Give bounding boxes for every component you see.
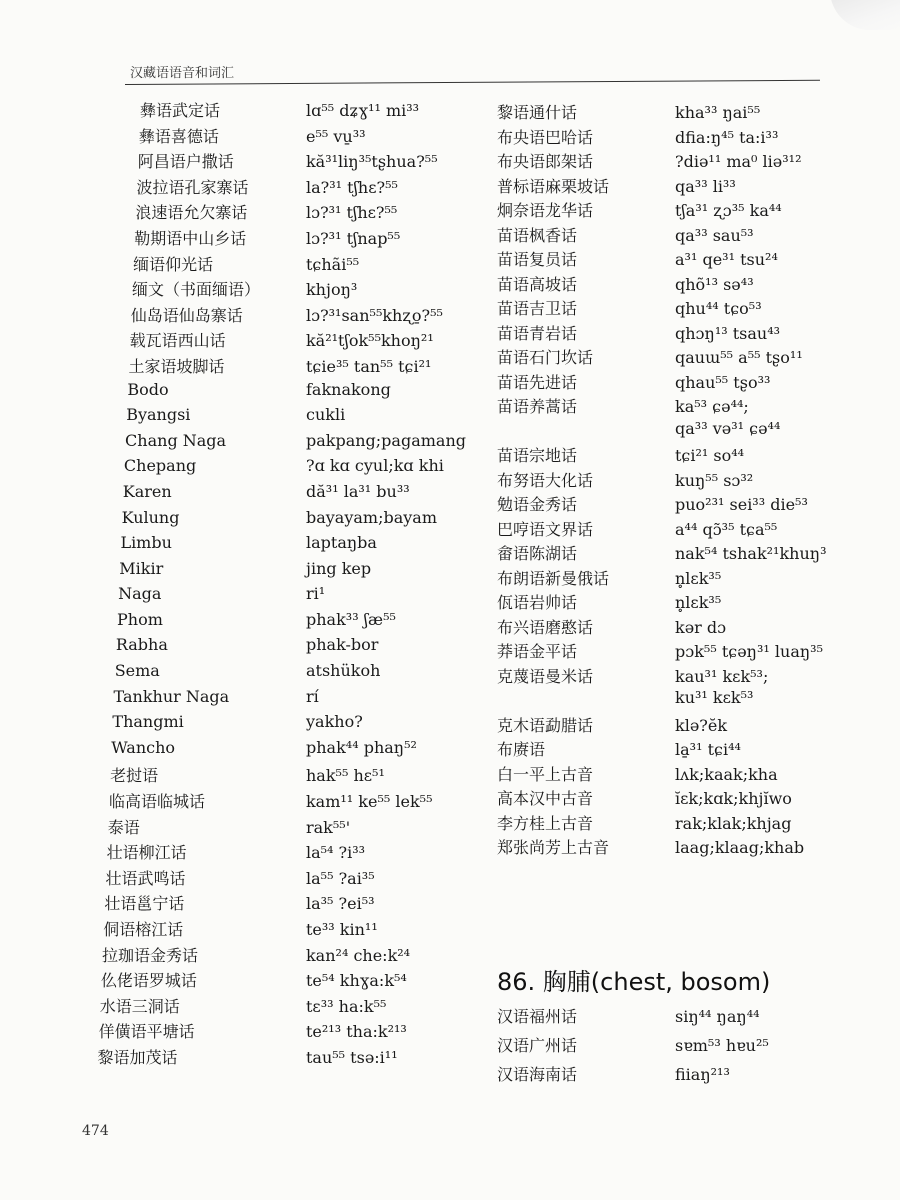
entry-row (497, 713, 826, 738)
entry-row (497, 835, 826, 860)
page-number: 474 (82, 1123, 109, 1139)
entry-row (497, 1033, 769, 1062)
page-corner-shadow (830, 0, 900, 30)
language-name: 临高语临城话 (108, 792, 205, 812)
entry-row (497, 100, 826, 125)
language-name: 载瓦语西山话 (129, 331, 226, 351)
entry-row (96, 661, 466, 687)
language-name: 郑张尚芳上古音 (497, 838, 610, 857)
word-form: puo²³¹ sei³³ die⁵³ (675, 495, 808, 514)
word-form: nak⁵⁴ tshak²¹khuŋ³ (675, 544, 827, 563)
word-form: qauɯ⁵⁵ a⁵⁵ tʂo¹¹ (675, 348, 803, 367)
language-name: 巴哼语文界话 (497, 519, 594, 539)
entry-row (497, 762, 826, 787)
language-name: 壮语武鸣话 (105, 868, 186, 888)
word-form: klə?ĕk (675, 715, 728, 735)
entry-row (497, 223, 826, 248)
language-name: Naga (118, 584, 162, 604)
entry-row (96, 252, 466, 278)
language-name: Limbu (120, 533, 172, 553)
word-form: rak;klak;khjag (675, 813, 792, 833)
language-name: 普标语麻栗坡话 (497, 176, 610, 196)
word-form: lɔ?³¹ tʃnap⁵⁵ (306, 228, 401, 248)
word-form: n̥lɛk³⁵ (675, 568, 722, 588)
word-form: qa³³ sau⁵³ (675, 225, 754, 245)
word-form: tɕie³⁵ tan⁵⁵ tɕi²¹ (306, 356, 432, 376)
language-name: 布央语郎架话 (497, 152, 594, 171)
entry-row (497, 1004, 769, 1033)
entry-row (96, 635, 466, 661)
language-name: 泰语 (107, 817, 140, 837)
word-form: a⁴⁴ qɔ̃³⁵ tɕa⁵⁵ (675, 519, 778, 539)
language-name: Karen (122, 481, 172, 501)
word-form: la̱³¹ tɕi⁴⁴ (675, 740, 741, 759)
language-name: 佤语岩帅话 (497, 593, 578, 612)
entry-row (96, 559, 466, 585)
language-name: 黎语通什话 (497, 103, 578, 122)
language-name: 壮语邕宁话 (104, 894, 185, 914)
language-name: 浪速语允欠寨话 (135, 203, 248, 223)
word-form: te³³ kin¹¹ (305, 920, 378, 939)
word-form: rí (305, 686, 319, 706)
entry-row (497, 541, 826, 566)
entry-row (96, 175, 466, 201)
word-form: phak³³ ʃæ⁵⁵ (306, 609, 396, 629)
entry-row (497, 517, 826, 542)
language-name: Byangsi (126, 405, 191, 425)
language-name: 克木语勐腊话 (497, 715, 594, 735)
word-form: kuŋ⁵⁵ sɔ³² (675, 470, 754, 490)
entry-row (96, 1019, 466, 1045)
entry-row (96, 124, 466, 150)
entry-row (497, 1062, 769, 1091)
language-name: Sema (114, 661, 160, 681)
language-name: Rabha (115, 635, 168, 655)
language-name: 汉语广州话 (497, 1036, 578, 1055)
word-form: tɛ³³ ha:k⁵⁵ (306, 996, 387, 1016)
word-form: bayayam;bayam (305, 507, 438, 527)
word-form: lɔ?³¹san⁵⁵khʐo̱?⁵⁵ (305, 305, 443, 325)
language-name: 仫佬语罗城话 (100, 971, 197, 991)
entry-row (497, 125, 826, 150)
language-name: 佯僙语平塘话 (98, 1022, 195, 1042)
language-name: 苗语宗地话 (497, 446, 578, 465)
entry-row (497, 688, 826, 713)
word-form: ka⁵³ ɕə⁴⁴; (675, 397, 749, 416)
language-name: 白一平上古音 (497, 764, 594, 784)
word-form: kam¹¹ ke⁵⁵ lek⁵⁵ (305, 792, 433, 812)
entry-row (96, 712, 466, 738)
entry-row (96, 610, 466, 636)
language-name: 勉语金秀话 (497, 495, 578, 514)
entry-row (96, 840, 466, 866)
entry-row (96, 405, 466, 431)
word-form: phak-bor (305, 635, 379, 655)
entry-row (497, 321, 826, 346)
running-header: 汉藏语语音和词汇 (130, 66, 235, 81)
language-name: 勒期语中山乡话 (134, 228, 247, 248)
entry-row (96, 917, 466, 943)
word-form: ?ɑ kɑ cyul;kɑ khi (305, 456, 444, 476)
word-form: fiiaŋ²¹³ (675, 1065, 730, 1084)
word-form: hak⁵⁵ hɛ⁵¹ (305, 766, 385, 786)
word-form: laptaŋba (305, 533, 377, 553)
language-name: 仙岛语仙岛寨话 (130, 305, 243, 325)
entry-row (96, 1045, 466, 1071)
entry-row (497, 737, 826, 762)
language-name: 苗语复员话 (497, 250, 578, 269)
right-column (497, 100, 826, 860)
language-name: 布赓语 (497, 740, 546, 759)
entry-row (96, 303, 466, 329)
word-form: ĭɛk;kɑk;khjĭwo (675, 789, 792, 808)
language-name: 黎语加茂话 (97, 1047, 178, 1067)
entry-row (497, 786, 826, 811)
word-form: qhõ¹³ sə⁴³ (675, 274, 754, 294)
entry-row (96, 891, 466, 917)
language-name: Thangmi (112, 712, 184, 732)
entry-row (96, 815, 466, 841)
word-form: siŋ⁴⁴ ŋaŋ⁴⁴ (675, 1007, 760, 1026)
entry-row (96, 508, 466, 534)
word-form: qhau⁵⁵ tʂo³³ (675, 372, 771, 392)
entry-row (497, 590, 826, 615)
word-form: phak⁴⁴ phaŋ⁵² (306, 737, 417, 757)
word-form: la⁵⁵ ?ai³⁵ (306, 868, 375, 888)
language-name: 李方桂上古音 (497, 813, 594, 833)
word-form: khjoŋ³ (305, 280, 358, 300)
word-form: ku³¹ kɛk⁵³ (675, 688, 754, 707)
word-form: lʌk;kaak;kha (675, 764, 778, 784)
language-name: 拉珈语金秀话 (102, 945, 199, 965)
language-name: 苗语吉卫话 (497, 299, 578, 318)
entry-row (497, 419, 826, 444)
word-form: lɑ⁵⁵ dʑɣ¹¹ mi³³ (306, 101, 420, 120)
word-form: laag;klaag;khab (675, 838, 805, 857)
language-name: 苗语先进话 (497, 372, 578, 392)
word-form: la?³¹ tʃhɛ?⁵⁵ (305, 177, 398, 197)
entry-row (497, 566, 826, 591)
language-name: 布兴语磨憨话 (497, 617, 594, 637)
word-form: kər dɔ (675, 617, 727, 637)
language-name: 汉语海南话 (497, 1065, 578, 1084)
entry-row (96, 277, 466, 303)
word-form: lɔ?³¹ tʃhɛ?⁵⁵ (305, 203, 398, 223)
entry-row (96, 763, 466, 789)
language-name: Bodo (127, 379, 169, 399)
word-form: e⁵⁵ vu̱³³ (305, 126, 366, 146)
entry-row (96, 687, 466, 713)
word-form: te²¹³ tha:k²¹³ (305, 1022, 407, 1042)
language-name: Kulung (121, 507, 180, 527)
word-form: faknakong (305, 379, 391, 399)
word-form: kă²¹tʃok⁵⁵khoŋ²¹ (305, 331, 434, 351)
word-form: la³⁵ ?ei⁵³ (305, 894, 375, 914)
language-name: 畲语陈湖话 (497, 544, 578, 563)
language-name: 苗语高坡话 (497, 274, 578, 294)
entry-row (96, 456, 466, 482)
word-form: ?diə¹¹ ma⁰ liə³¹² (675, 152, 802, 171)
entry-row (497, 272, 826, 297)
word-form: dă³¹ la³¹ bu³³ (306, 481, 410, 501)
word-form: cukli (305, 405, 346, 425)
word-form: rak⁵⁵' (305, 817, 351, 837)
entry-row (96, 149, 466, 175)
language-name: Mikir (119, 558, 164, 578)
language-name: 阿昌语户撒话 (137, 152, 234, 172)
language-name: 水语三洞话 (99, 996, 180, 1016)
word-form: qa³³ və³¹ ɕə⁴⁴ (675, 418, 781, 438)
word-form: tɕi²¹ so⁴⁴ (675, 446, 745, 465)
language-name: 布央语巴哈话 (497, 127, 594, 147)
word-form: pakpang;pagamang (305, 430, 466, 450)
word-form: n̥lɛk³⁵ (675, 593, 722, 612)
word-form: atshükoh (305, 661, 381, 681)
word-form: te⁵⁴ khɣa:k⁵⁴ (305, 971, 407, 991)
entry-row (96, 789, 466, 815)
word-form: jing kep (305, 558, 372, 578)
entry-row (96, 380, 466, 406)
word-form: tau⁵⁵ tsə:i¹¹ (305, 1047, 398, 1067)
entry-row (497, 149, 826, 174)
entry-row (497, 394, 826, 419)
word-form: a³¹ qe³¹ tsu²⁴ (675, 250, 778, 269)
entry-row (96, 482, 466, 508)
entry-row (497, 296, 826, 321)
word-form: ri¹ (305, 584, 326, 604)
entry-row (96, 943, 466, 969)
language-name: Tankhur Naga (113, 686, 230, 706)
language-name: 土家语坡脚话 (128, 356, 225, 376)
word-form: kha³³ ŋai⁵⁵ (675, 103, 761, 122)
language-name: 克蔑语曼米话 (497, 666, 594, 686)
word-form: kă³¹liŋ³⁵tʂhua?⁵⁵ (305, 152, 438, 172)
language-name: 彝语武定话 (140, 101, 221, 120)
language-name: 老挝语 (110, 766, 159, 786)
entry-row (497, 247, 826, 272)
entry-row (96, 533, 466, 559)
word-form: yakho? (305, 712, 363, 732)
language-name: 炯奈语龙华话 (497, 201, 594, 220)
entry-row (497, 468, 826, 493)
left-column (96, 98, 466, 1071)
language-name: 苗语青岩话 (497, 323, 578, 343)
entry-row (96, 200, 466, 226)
word-form: tʃa³¹ ʐɔ³⁵ ka⁴⁴ (675, 201, 782, 220)
entry-row (96, 431, 466, 457)
word-form: kan²⁴ che:k²⁴ (305, 945, 411, 965)
language-name: 波拉语孔家寨话 (136, 177, 249, 197)
section-heading: 86. 胸脯(chest, bosom) (497, 968, 771, 996)
entry-row (96, 994, 466, 1020)
entry-row (497, 639, 826, 664)
entry-row (497, 615, 826, 640)
entry-row (96, 98, 466, 124)
language-name: 汉语福州话 (497, 1007, 578, 1026)
language-name: 高本汉中古音 (497, 789, 594, 808)
language-name: Chang Naga (125, 430, 227, 450)
word-form: tɕhãi⁵⁵ (305, 254, 360, 274)
language-name: 莽语金平话 (497, 642, 578, 661)
language-name: 侗语榕江话 (103, 920, 184, 939)
word-form: dfia:ŋ⁴⁵ ta:i³³ (675, 127, 779, 147)
entry-row (497, 370, 826, 395)
entry-row (96, 866, 466, 892)
language-name: 壮语柳江话 (106, 843, 187, 863)
entry-row (497, 443, 826, 468)
language-name: 布努语大化话 (497, 470, 594, 490)
entry-row (96, 328, 466, 354)
entry-row (497, 174, 826, 199)
entry-row (96, 584, 466, 610)
entry-row (96, 226, 466, 252)
word-form: qhu⁴⁴ tɕo⁵³ (675, 299, 762, 318)
entry-row (96, 738, 466, 764)
language-name: 彝语喜德话 (138, 126, 219, 146)
language-name: Phom (117, 609, 163, 629)
word-form: sɐm⁵³ hɐu²⁵ (675, 1036, 769, 1055)
entry-row (497, 198, 826, 223)
section-entries (497, 1004, 769, 1091)
language-name: 缅文（书面缅语） (131, 280, 260, 300)
language-name: Wancho (111, 737, 176, 757)
word-form: kau³¹ kɛk⁵³; (675, 666, 769, 686)
language-name: 苗语养蒿话 (497, 397, 578, 416)
entry-row (497, 492, 826, 517)
language-name: 苗语石门坎话 (497, 348, 594, 367)
language-name: 缅语仰光话 (133, 254, 214, 274)
entry-row (497, 664, 826, 689)
language-name: 苗语枫香话 (497, 225, 578, 245)
entry-row (497, 811, 826, 836)
entry-row (497, 345, 826, 370)
entry-row (96, 354, 466, 380)
word-form: qa³³ li³³ (675, 176, 736, 196)
word-form: pɔk⁵⁵ tɕəŋ³¹ luaŋ³⁵ (675, 642, 823, 661)
word-form: qhɔŋ¹³ tsau⁴³ (675, 323, 781, 343)
entry-row (96, 968, 466, 994)
word-form: la⁵⁴ ?i³³ (305, 843, 366, 863)
language-name: Chepang (123, 456, 197, 476)
language-name: 布朗语新曼俄话 (497, 568, 610, 588)
